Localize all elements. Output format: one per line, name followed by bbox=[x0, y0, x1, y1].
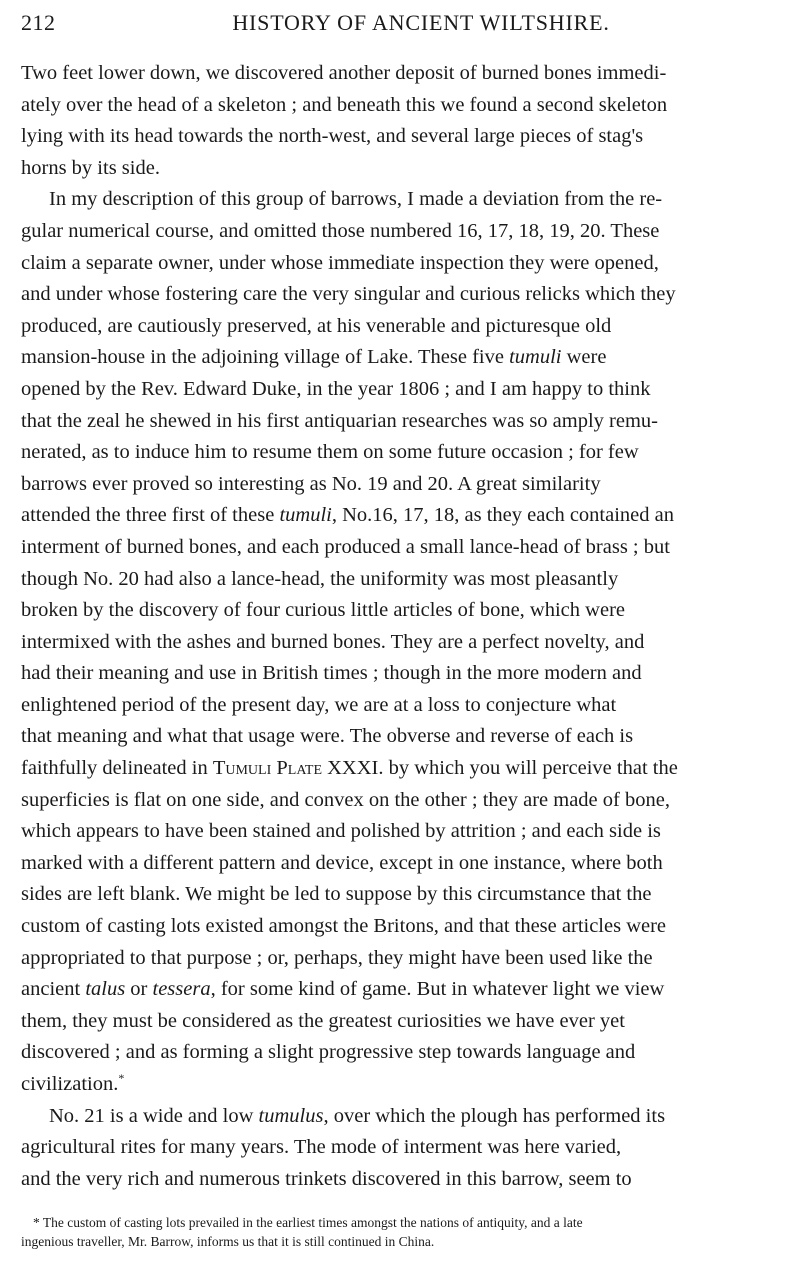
italic-term: tumuli bbox=[279, 504, 332, 527]
plate-reference: Tumuli Plate bbox=[212, 757, 322, 780]
text-line: nerated, as to induce him to resume them on some future occasion ; for few bbox=[21, 441, 639, 464]
text-line: barrows ever proved so interesting as No. 19 and 20. A great similarity bbox=[21, 472, 601, 495]
page-header bbox=[21, 10, 781, 40]
text-line bbox=[21, 1069, 779, 1101]
text-line: and the very rich and numerous trinkets discovered in this barrow, seem to bbox=[21, 1167, 632, 1190]
text-line: that meaning and what that usage were. The obverse and reverse of each is bbox=[21, 725, 634, 748]
text-run: , over which the plough has performed its bbox=[323, 1104, 666, 1127]
text-line: though No. 20 had also a lance-head, the uniformity was most pleasantly bbox=[21, 567, 619, 590]
text-run: , for some kind of game. But in whatever light we view bbox=[210, 978, 665, 1001]
text-line bbox=[21, 1101, 779, 1133]
text-run: XXXI. by which you will perceive that the bbox=[322, 757, 678, 780]
text-line: marked with a different pattern and device, except in one instance, where both bbox=[21, 851, 663, 874]
text-run: or bbox=[125, 978, 153, 1001]
text-line: lying with its head towards the north-west, and several large pieces of stag's bbox=[21, 125, 644, 148]
text-run: civilization. bbox=[21, 1073, 119, 1095]
text-run: No. 21 is a wide and low bbox=[49, 1104, 259, 1127]
text-line bbox=[21, 753, 779, 785]
text-line: and under whose fostering care the very singular and curious relicks which they bbox=[21, 283, 676, 306]
text-line: intermixed with the ashes and burned bones. They are a perfect novelty, and bbox=[21, 630, 645, 653]
text-line: In my description of this group of barrows, I made a deviation from the re- bbox=[49, 188, 663, 211]
text-line: ately over the head of a skeleton ; and beneath this we found a second skeleton bbox=[21, 93, 668, 116]
italic-term: tumuli bbox=[509, 346, 562, 369]
footnote-line: ingenious traveller, Mr. Barrow, informs us that it is still continued in China. bbox=[21, 1234, 435, 1249]
text-line: appropriated to that purpose ; or, perhaps, they might have been used like the bbox=[21, 946, 653, 969]
italic-term: talus bbox=[85, 978, 126, 1001]
text-line: claim a separate owner, under whose immediate inspection they were opened, bbox=[21, 251, 659, 274]
italic-term: tessera bbox=[152, 978, 211, 1001]
text-line: Two feet lower down, we discovered another deposit of burned bones immedi- bbox=[21, 62, 667, 84]
text-line: interment of burned bones, and each produced a small lance-head of brass ; but bbox=[21, 535, 670, 558]
page-number: 212 bbox=[21, 10, 56, 35]
text-line: had their meaning and use in British times ; though in the more modern and bbox=[21, 662, 642, 685]
text-line: gular numerical course, and omitted those numbered 16, 17, 18, 19, 20. These bbox=[21, 219, 660, 242]
text-line: that the zeal he shewed in his first antiquarian researches was so amply remu- bbox=[21, 409, 658, 432]
text-line bbox=[21, 974, 779, 1006]
text-line: opened by the Rev. Edward Duke, in the year 1806 ; and I am happy to think bbox=[21, 377, 651, 400]
text-line: broken by the discovery of four curious little articles of bone, which were bbox=[21, 599, 625, 622]
text-line: agricultural rites for many years. The mode of interment was here varied, bbox=[21, 1136, 622, 1159]
text-run: , No.16, 17, 18, as they each contained an bbox=[331, 504, 674, 527]
running-title: HISTORY OF ANCIENT WILTSHIRE. bbox=[232, 10, 610, 35]
footnote bbox=[21, 1213, 779, 1251]
text-line: produced, are cautiously preserved, at his venerable and picturesque old bbox=[21, 314, 612, 337]
text-line: superficies is flat on one side, and convex on the other ; they are made of bone, bbox=[21, 788, 670, 811]
text-run: attended the three first of these bbox=[21, 504, 280, 527]
text-line: horns by its side. bbox=[21, 156, 160, 179]
text-run: ancient bbox=[21, 978, 86, 1001]
text-run: mansion-house in the adjoining village of Lake. These five bbox=[21, 346, 510, 369]
text-line bbox=[21, 500, 779, 532]
text-line: discovered ; and as forming a slight progressive step towards language and bbox=[21, 1041, 636, 1064]
text-line: which appears to have been stained and polished by attrition ; and each side is bbox=[21, 820, 661, 843]
footnote-marker[interactable]: * bbox=[118, 1071, 125, 1086]
italic-term: tumulus bbox=[258, 1104, 324, 1127]
body-text bbox=[21, 58, 779, 1195]
text-line: enlightened period of the present day, we are at a loss to conjecture what bbox=[21, 693, 617, 716]
footnote-line: * The custom of casting lots prevailed in the earliest times amongst the nations of antiquity, and a late bbox=[33, 1215, 583, 1230]
text-line: them, they must be considered as the greatest curiosities we have ever yet bbox=[21, 1009, 625, 1032]
text-run: were bbox=[561, 346, 607, 369]
text-line: custom of casting lots existed amongst the Britons, and that these articles were bbox=[21, 915, 667, 938]
text-line: sides are left blank. We might be led to suppose by this circumstance that the bbox=[21, 883, 652, 906]
text-line bbox=[21, 342, 779, 374]
text-run: faithfully delineated in bbox=[21, 757, 213, 780]
